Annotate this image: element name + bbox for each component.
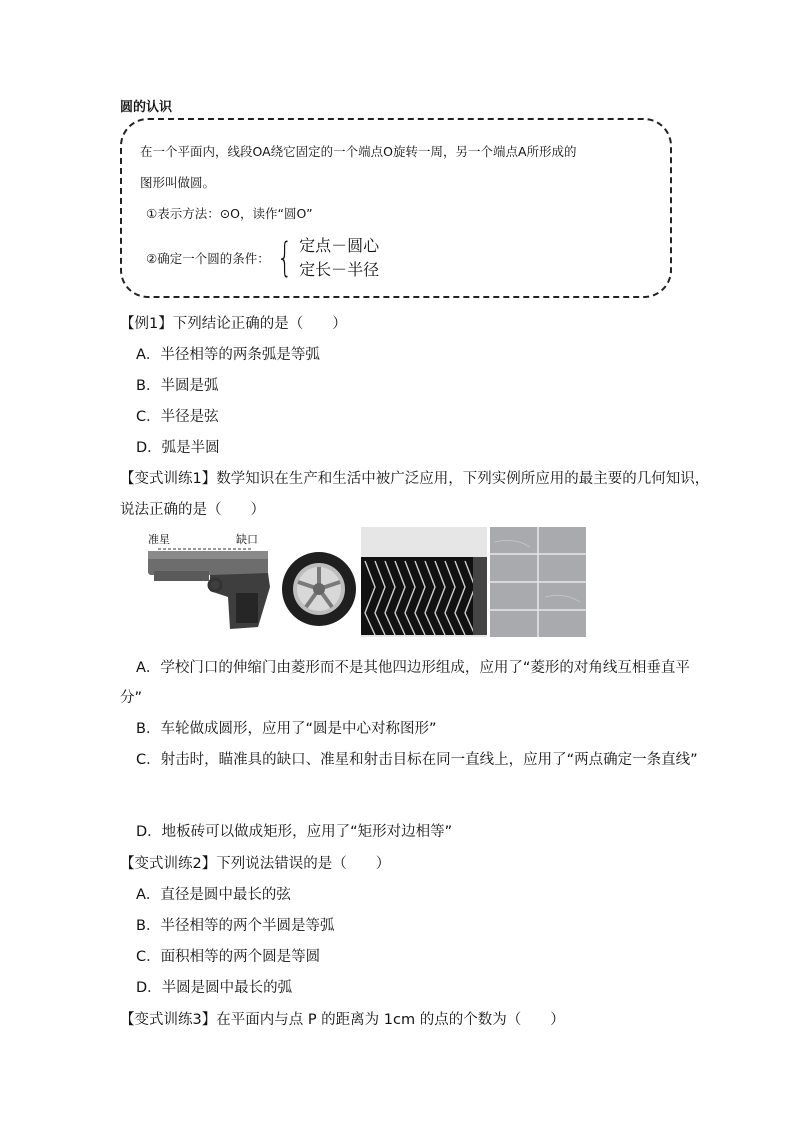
wheel-image	[279, 527, 359, 637]
practice1-option-c: C．射击时，瞄准具的缺口、准星和射击目标在同一直线上，应用了“两点确定一条直线”	[136, 752, 698, 768]
practice2-option-a: A．直径是圆中最长的弦	[136, 887, 291, 903]
practice1-option-b: B．车轮做成圆形，应用了“圆是中心对称图形”	[136, 721, 437, 737]
practice1-title: 【变式训练1】数学知识在生产和生活中被广泛应用，下列实例所应用的最主要的几何知识，	[120, 471, 710, 487]
example1-option-d: D．弧是半圆	[136, 440, 220, 456]
condition-center: 定点－圆心	[299, 236, 380, 255]
practice2-title: 【变式训练2】下列说法错误的是（ ）	[120, 856, 391, 872]
practice2-option-d: D．半圆是圆中最长的弧	[136, 980, 293, 996]
conditions-block	[146, 234, 379, 282]
image-label-front-sight: 准星	[148, 533, 170, 546]
image-label-rear-notch: 缺口	[236, 533, 258, 546]
notation-text: ①表示方法：⊙O，读作“圆O”	[146, 206, 313, 221]
practice1-option-d: D．地板砖可以做成矩形，应用了“矩形对边相等”	[136, 824, 453, 840]
practice1-title-cont: 说法正确的是（ ）	[120, 502, 265, 518]
practice2-option-b: B．半径相等的两个半圆是等弧	[136, 918, 335, 934]
example1-option-c: C．半径是弦	[136, 409, 219, 425]
conditions-label: ②确定一个圆的条件：	[146, 251, 270, 266]
example1-title: 【例1】下列结论正确的是（ ）	[120, 316, 347, 332]
section-title: 圆的认识	[120, 100, 173, 115]
practice2-option-c: C．面积相等的两个圆是等圆	[136, 949, 321, 965]
pistol-image	[140, 527, 275, 637]
example1-option-b: B．半圆是弧	[136, 378, 219, 394]
example1-option-a: A．半径相等的两条弧是等弧	[136, 347, 320, 363]
practice1-option-a: A．学校门口的伸缩门由菱形而不是其他四边形组成，应用了“菱形的对角线互相垂直平	[136, 660, 690, 676]
floor-tile-image	[490, 527, 586, 637]
brace-symbol: {	[276, 235, 293, 281]
practice1-option-a-cont: 分”	[120, 690, 143, 706]
practice3-title: 【变式训练3】在平面内与点 P 的距离为 1cm 的点的个数为（ ）	[120, 1012, 565, 1028]
circle-definition: 在一个平面内，线段OA绕它固定的一个端点O旋转一周，另一个端点A所形成的	[140, 144, 577, 159]
gate-image	[361, 527, 487, 637]
circle-definition-continued: 图形叫做圆。	[140, 175, 216, 190]
condition-radius: 定长－半径	[299, 260, 380, 279]
